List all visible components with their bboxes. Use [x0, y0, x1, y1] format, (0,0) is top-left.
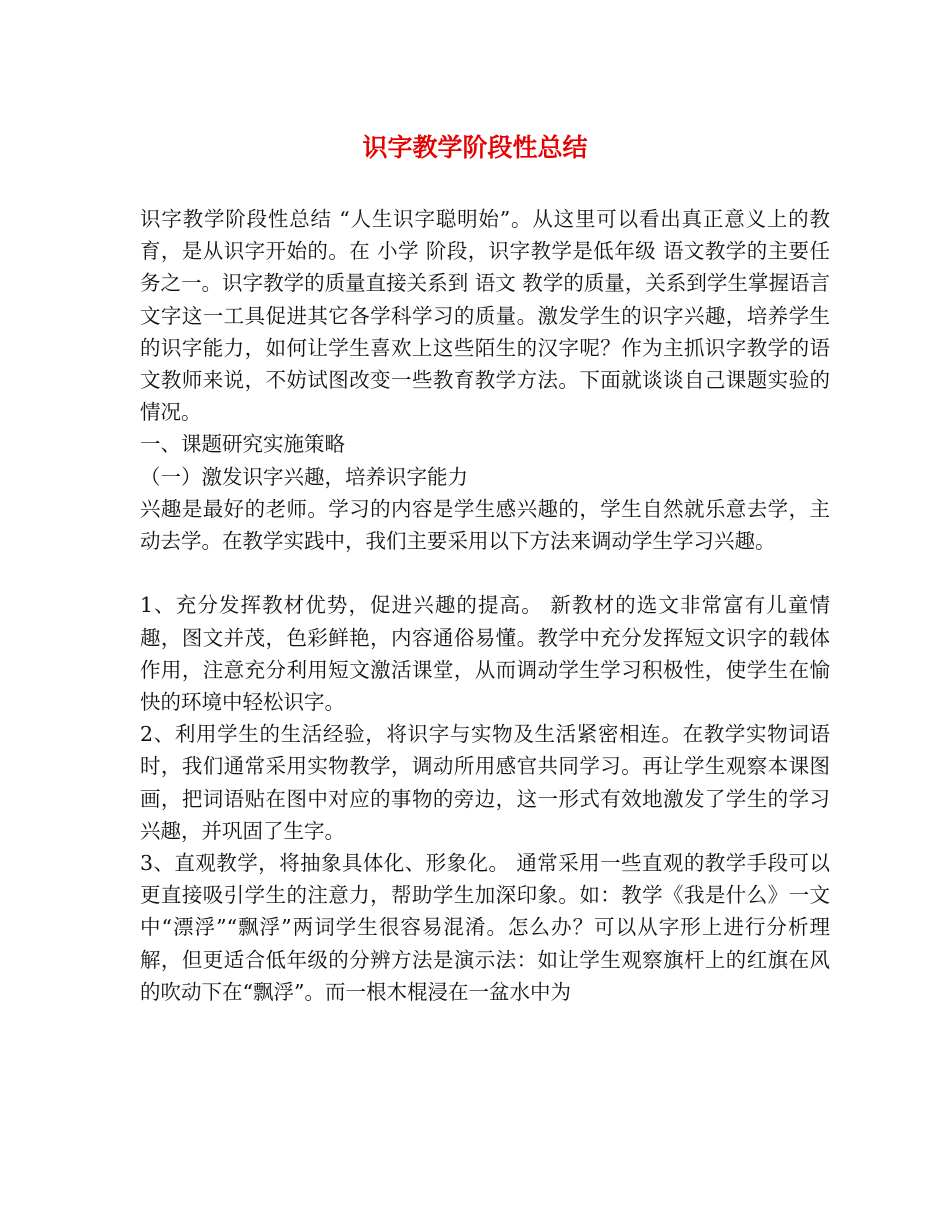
document-title: 识字教学阶段性总结 — [362, 133, 588, 162]
document-body — [140, 203, 830, 1008]
paragraph-method-3: 3、直观教学，将抽象具体化、形象化。 通常采用一些直观的教学手段可以更直接吸引学生的注意力，帮助学生加深印象。如：教学《我是什么》一文中“漂浮”“飘浮”两词学生很容易混淆。怎么办？可以从字形上进行分析理解，但更适合低年级的分辨方法是演示法：如让学生观察旗杆上的红旗在风的吹动下在“飘浮”。而一根木棍浸在一盆水中为 — [140, 851, 830, 1004]
heading-section-1: 一、课题研究实施策略 — [140, 432, 345, 457]
paragraph-intro: 识字教学阶段性总结 “人生识字聪明始”。从这里可以看出真正意义上的教育，是从识字开始的。在 小学 阶段，识字教学是低年级 语文教学的主要任务之一。识字教学的质量直接关系到 语文 教学的质量，关系到学生掌握语言文字这一工具促进其它各学科学习的质量。激发学生的识字兴趣，培养学生的识字能力，如何让学生喜欢上这些陌生的汉字呢？作为主抓识字教学的语文教师来说，不妨试图改变一些教育教学方法。下面就谈谈自己课题实验的情况。 — [140, 207, 830, 425]
blank-line — [140, 557, 830, 589]
paragraph-method-2: 2、利用学生的生活经验，将识字与实物及生活紧密相连。在教学实物词语时，我们通常采用实物教学，调动所用感官共同学习。再让学生观察本课图画，把词语贴在图中对应的事物的旁边，这一形式有效地激发了学生的学习兴趣，并巩固了生字。 — [140, 722, 830, 843]
subheading-1: （一）激发识字兴趣，培养识字能力 — [140, 464, 468, 489]
paragraph-method-1: 1、充分发挥教材优势，促进兴趣的提高。 新教材的选文非常富有儿童情趣，图文并茂，色彩鲜艳，内容通俗易懂。教学中充分发挥短文识字的载体作用，注意充分利用短文激活课堂，从而调动学生学习积极性，使学生在愉快的环境中轻松识字。 — [140, 593, 830, 715]
paragraph-interest: 兴趣是最好的老师。学习的内容是学生感兴趣的，学生自然就乐意去学，主动去学。在教学实践中，我们主要采用以下方法来调动学生学习兴趣。 — [140, 496, 830, 554]
